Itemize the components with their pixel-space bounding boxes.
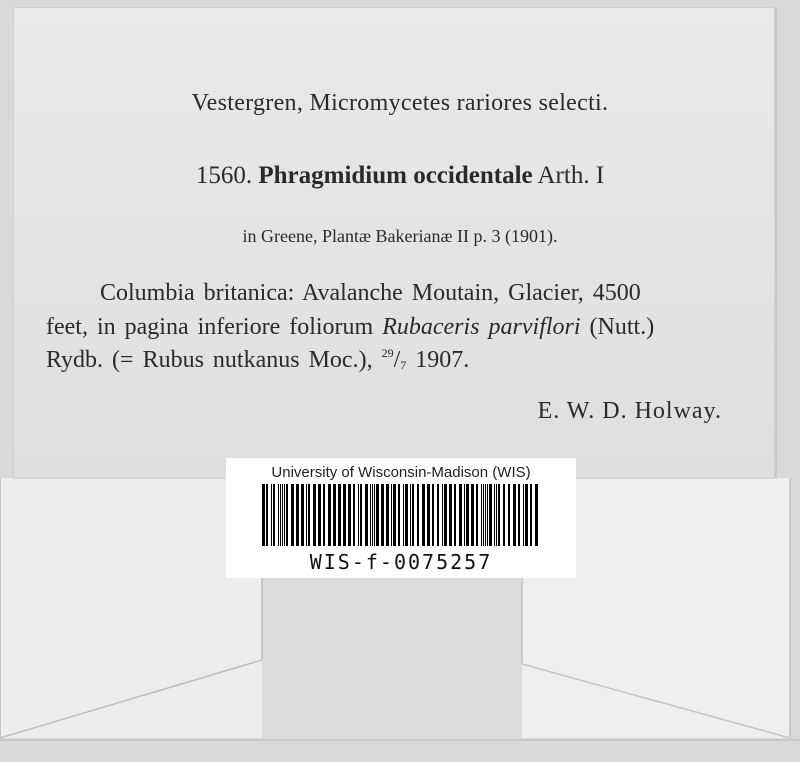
institution-name: University of Wisconsin-Madison (WIS) — [271, 464, 531, 481]
barcode-label — [226, 458, 576, 578]
host-synonym: Rydb. (= Rubus nutkanus Moc.), — [46, 347, 373, 373]
host-name: Rubaceris parviflori — [382, 314, 581, 340]
taxon-authority: Arth. I — [537, 162, 605, 189]
date-year: 1907. — [415, 347, 470, 373]
date-day: 29 — [381, 346, 394, 360]
series-title: Vestergren, Micromycetes rariores selecti. — [191, 90, 609, 116]
locality-line-1: Columbia britanica: Avalanche Moutain, Glacier, 4500 — [100, 280, 641, 306]
taxon-name: Phragmidium occidentale — [258, 162, 533, 189]
locality-line-2 — [46, 314, 654, 341]
catalog-number: WIS-f-0075257 — [309, 550, 493, 574]
exsiccata-number: 1560. — [195, 162, 253, 189]
barcode-graphic — [262, 484, 542, 546]
literature-citation: in Greene, Plantæ Bakerianæ II p. 3 (1901). — [242, 226, 558, 246]
collector-name: E. W. D. Holway. — [537, 398, 722, 424]
locality-line-3: Rydb. (= Rubus nutkanus Moc.), $^{29}/_7$ 1907. — [46, 346, 470, 373]
host-authority: (Nutt.) — [589, 314, 655, 340]
species-heading — [0, 162, 800, 190]
date-month: 7 — [400, 358, 407, 372]
locality-text: feet, in pagina inferiore foliorum — [46, 314, 374, 340]
